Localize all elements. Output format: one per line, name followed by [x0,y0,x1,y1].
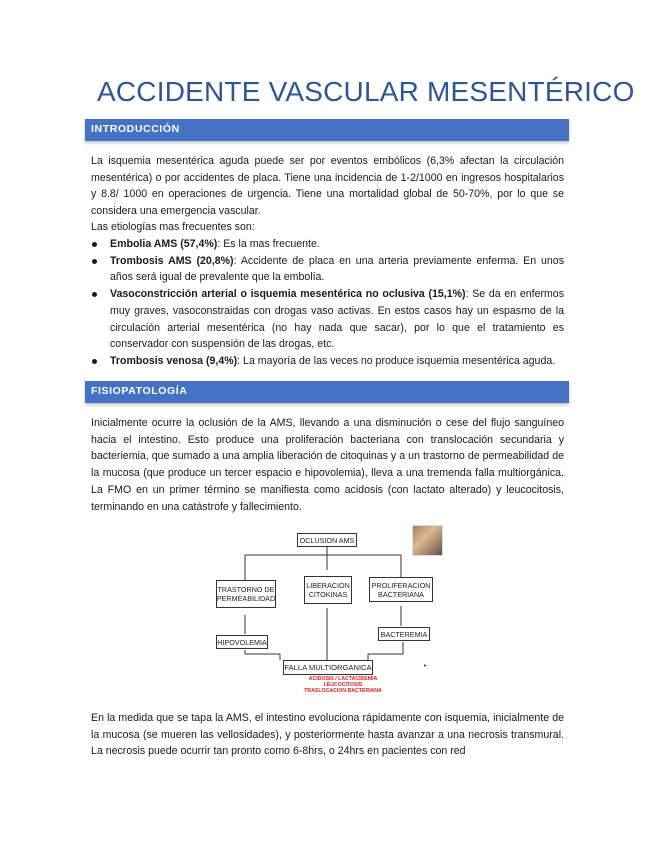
node-oclusion-ams: OCLUSION AMS [297,533,357,547]
etiology-term: Embolia AMS (57,4%) [110,238,218,250]
list-item [91,236,564,253]
etiology-list [91,236,564,370]
cursor-mark: ▸ [424,663,428,669]
etiology-term: Vasoconstricción arterial o isquemia mesentérica no oclusiva (15,1%) [110,288,466,301]
etiology-desc: : Accidente de placa en una arteria previamente enferma. En unos años será igual de prevalente que la embolía. [110,254,564,284]
etiology-intro: Las etiologías mas frecuentes son: [91,221,255,233]
fisio-paragraph: Inicialmente ocurre la oclusión de la AMS, llevando a una disminución o cese del flujo sanguíneo hacia el intestino. Esto produce una proliferación bacteriana con translocación secundaria y bacteriemia, que sumado a una amplia liberación de citoquinas y a un trastorno de permeabilidad de la mucosa (que produce un tercer espacio e hipovolemia), lleva a una tremenda falla multiorgánica. La FMO en un primer término se manifiesta como acidosis (con lactato alterado) y leucocitosis, terminando en una catástrofe y fallecimiento. [91,417,564,513]
list-item [91,353,564,370]
falla-detail-leucocitosis: LEUCOCITOSIS [323,682,363,688]
section-heading: FISIOPATOLOGÍA [91,385,188,397]
closing-paragraph: En la medida que se tapa la AMS, el intestino evoluciona rápidamente con isquemia, inicialmente de la mucosa (se mueren las vellosidades), y posteriormente hasta avanzar a una necrosis transmural. La necrosis puede ocurrir tan pronto como 6-8hrs, o 24hrs en pacientes con red [91,712,564,758]
section-header-introduccion [85,119,569,141]
etiology-term: Trombosis venosa (9,4%) [110,354,238,367]
page-title: ACCIDENTE VASCULAR MESENTÉRICO [97,76,635,107]
intro-paragraph: La isquemia mesentérica aguda puede ser por eventos embólicos (6,3% afectan la circulación mesentérica) o por accidentes de placa. Tiene una incidencia de 1-2/1000 en ingresos hospitalarios y 8.8/ 1000 en operaciones de urgencia. Tiene una mortalidad global de 50-70%, por lo que se considera una emergencia vascular. [91,155,564,218]
node-proliferacion-bacteriana: PROLIFERACION BACTERIANA [369,577,433,602]
author-photo [412,525,443,556]
diagram-connectors [208,522,446,702]
section-header-fisiopatologia [85,381,569,403]
node-falla-multiorganica: FALLA MULTIORGANICA [283,660,373,675]
etiology-desc: : La mayoría de las veces no produce isquemia mesentérica aguda. [237,354,556,367]
list-item [91,253,564,286]
etiology-desc: : Se da en enfermos muy graves, vasoconstraidas con drogas vaso activas. En estos casos hay un espasmo de la circulación arterial mesentérica (no hay nada que sacar), por lo que el tratamiento es conservador con suspensión de las drogas, etc. [110,288,565,351]
node-liberacion-citokinas: LIBERACION CITOKINAS [304,576,352,604]
etiology-desc: : Es la mas frecuente. [217,238,320,250]
etiology-term: Trombosis AMS (20,8%) [110,254,234,267]
node-hipovolemia: HIPOVOLEMIA [216,635,268,649]
section-heading: INTRODUCCIÓN [91,123,180,135]
pathophysiology-diagram [208,522,446,702]
falla-detail-traslocacion: TRASLOCACION BACTERIANA [304,688,382,694]
list-item [91,286,564,353]
node-bacteremia: BACTEREMIA [378,627,430,641]
node-trastorno-permeabilidad: TRASTORNO DE PERMEABILIDAD [216,580,276,608]
falla-detail-acidosis: ACIDOSIS / LACTACIDEMIA [308,676,378,682]
